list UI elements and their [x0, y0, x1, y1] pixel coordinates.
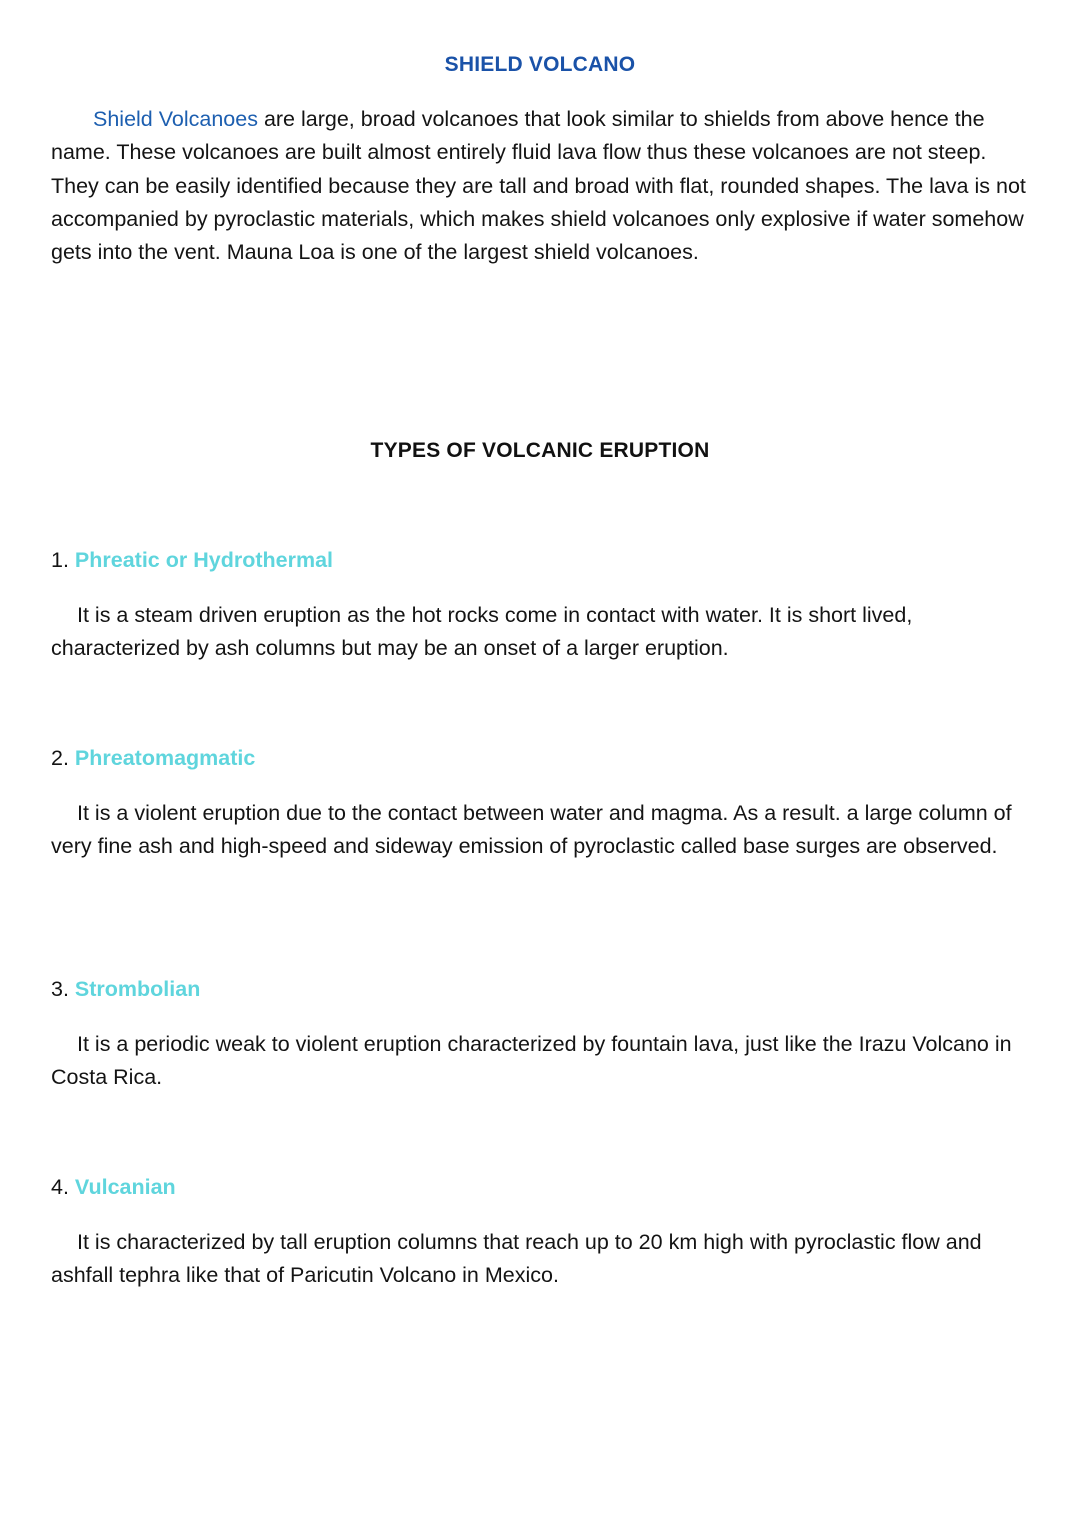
item-name: Phreatic or Hydrothermal — [74, 548, 333, 572]
item-name: Phreatomagmatic — [74, 746, 256, 770]
eruption-item-heading — [51, 1173, 176, 1201]
eruption-item-description: It is a violent eruption due to the contact between water and magma. As a result. a large column of very fine ash and high-speed and sideway emission of pyroclastic called base surges are observed. — [51, 801, 1012, 859]
eruption-item-description: It is characterized by tall eruption columns that reach up to 20 km high with pyroclastic flow and ashfall tephra like that of Paricutin Volcano in Mexico. — [51, 1230, 982, 1288]
eruption-item-heading — [51, 975, 200, 1003]
item-name: Vulcanian — [74, 1175, 176, 1199]
item-number: 1. — [51, 548, 69, 572]
eruption-types-title: TYPES OF VOLCANIC ERUPTION — [370, 439, 710, 462]
eruption-item-description: It is a steam driven eruption as the hot rocks come in contact with water. It is short lived, characterized by ash columns but may be an onset of a larger eruption. — [51, 603, 913, 661]
shield-volcano-paragraph — [51, 103, 1036, 269]
shield-volcano-text: are large, broad volcanoes that look similar to shields from above hence the name. These volcanoes are built almost entirely fluid lava flow thus these volcanoes are not steep. They can be easily identified because they are tall and broad with flat, rounded shapes. The lava is not accompanied by pyroclastic materials, which makes shield volcanoes only explosive if water somehow gets into the vent. Mauna Loa is one of the largest shield volcanoes. — [51, 107, 1026, 265]
eruption-item-heading — [51, 546, 333, 574]
shield-volcano-title: SHIELD VOLCANO — [444, 53, 636, 76]
item-name: Strombolian — [74, 977, 201, 1001]
shield-volcanoes-link[interactable]: Shield Volcanoes — [93, 107, 258, 131]
item-number: 2. — [51, 746, 69, 770]
eruption-item-description: It is a periodic weak to violent eruption characterized by fountain lava, just like the Irazu Volcano in Costa Rica. — [51, 1032, 1012, 1090]
item-number: 4. — [51, 1175, 69, 1199]
item-number: 3. — [51, 977, 69, 1001]
eruption-item-heading — [51, 744, 255, 772]
